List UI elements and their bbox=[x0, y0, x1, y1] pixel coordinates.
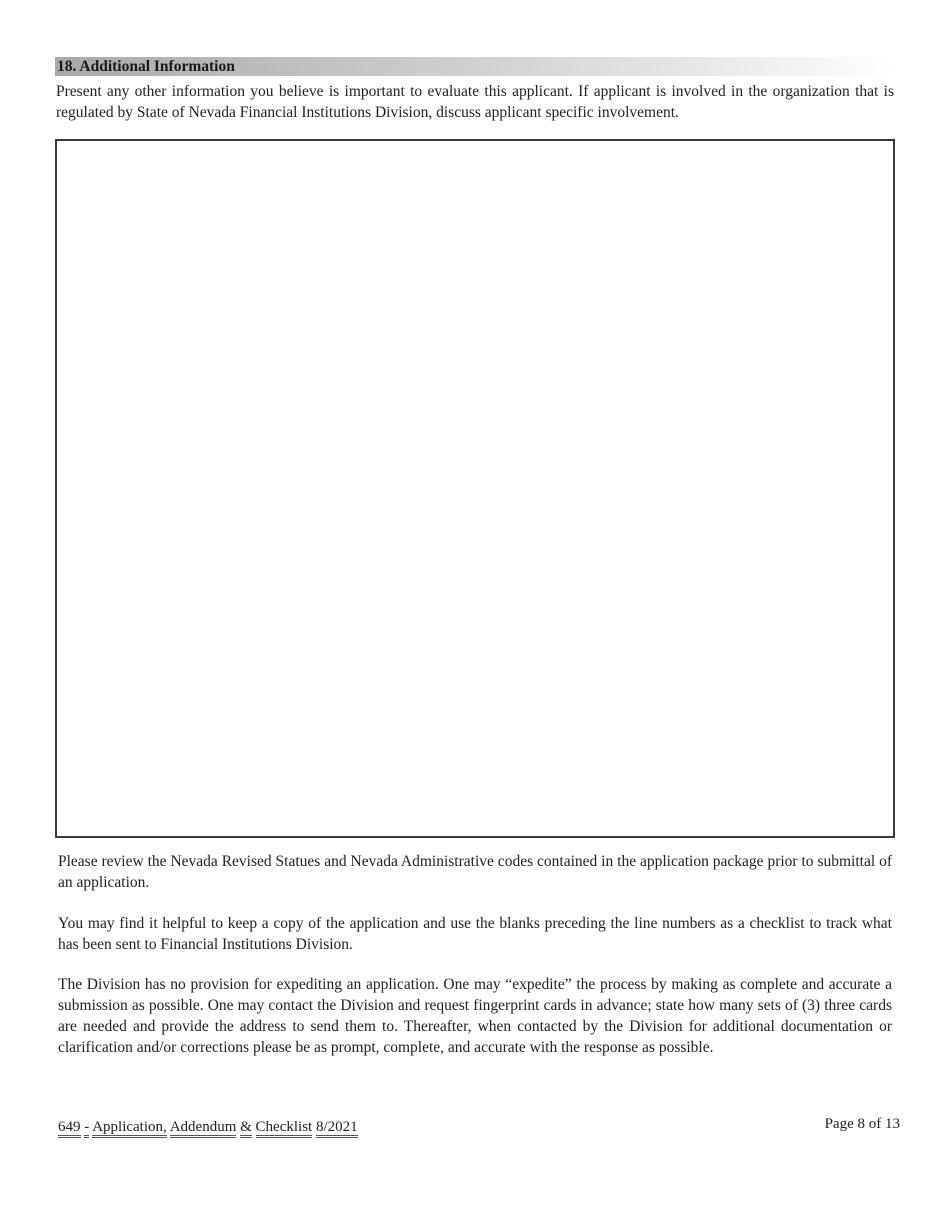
footer-page-number: Page 8 of 13 bbox=[824, 1116, 900, 1132]
additional-information-text-box[interactable] bbox=[55, 139, 895, 838]
footer-ampersand: & bbox=[240, 1119, 252, 1138]
note-expedite: The Division has no provision for expediting an application. One may “expedite” the process by making as complete and accurate a submission as possible. One may contact the Division and request fingerprint cards in advance; state how many sets of (3) three cards are needed and provide the address to send them to. Thereafter, when contacted by the Division for additional documentation or clarification and/or corrections please be as prompt, complete, and accurate with the response as possible. bbox=[58, 976, 892, 1056]
footer-word-addendum: Addendum bbox=[170, 1119, 237, 1138]
footer-word-checklist: Checklist bbox=[256, 1119, 313, 1138]
section-header-bar bbox=[55, 57, 895, 76]
footer-word-application: Application, bbox=[92, 1119, 167, 1138]
footer-form-id bbox=[58, 1117, 358, 1137]
footer-revision-date: 8/2021 bbox=[316, 1119, 358, 1138]
section-intro-text: Present any other information you believe is important to evaluate this applicant. If applicant is involved in the organization that is regulated by State of Nevada Financial Institutions Division, discuss applicant specific involvement. bbox=[56, 83, 894, 121]
footer-form-number: 649 bbox=[58, 1119, 81, 1138]
section-title: 18. Additional Information bbox=[57, 58, 235, 75]
note-review-statutes: Please review the Nevada Revised Statues and Nevada Administrative codes contained in the application package prior to submittal of an application. bbox=[58, 853, 892, 891]
footer-separator: - bbox=[84, 1119, 89, 1138]
note-keep-copy: You may find it helpful to keep a copy of the application and use the blanks preceding the line numbers as a checklist to track what has been sent to Financial Institutions Division. bbox=[58, 915, 892, 953]
